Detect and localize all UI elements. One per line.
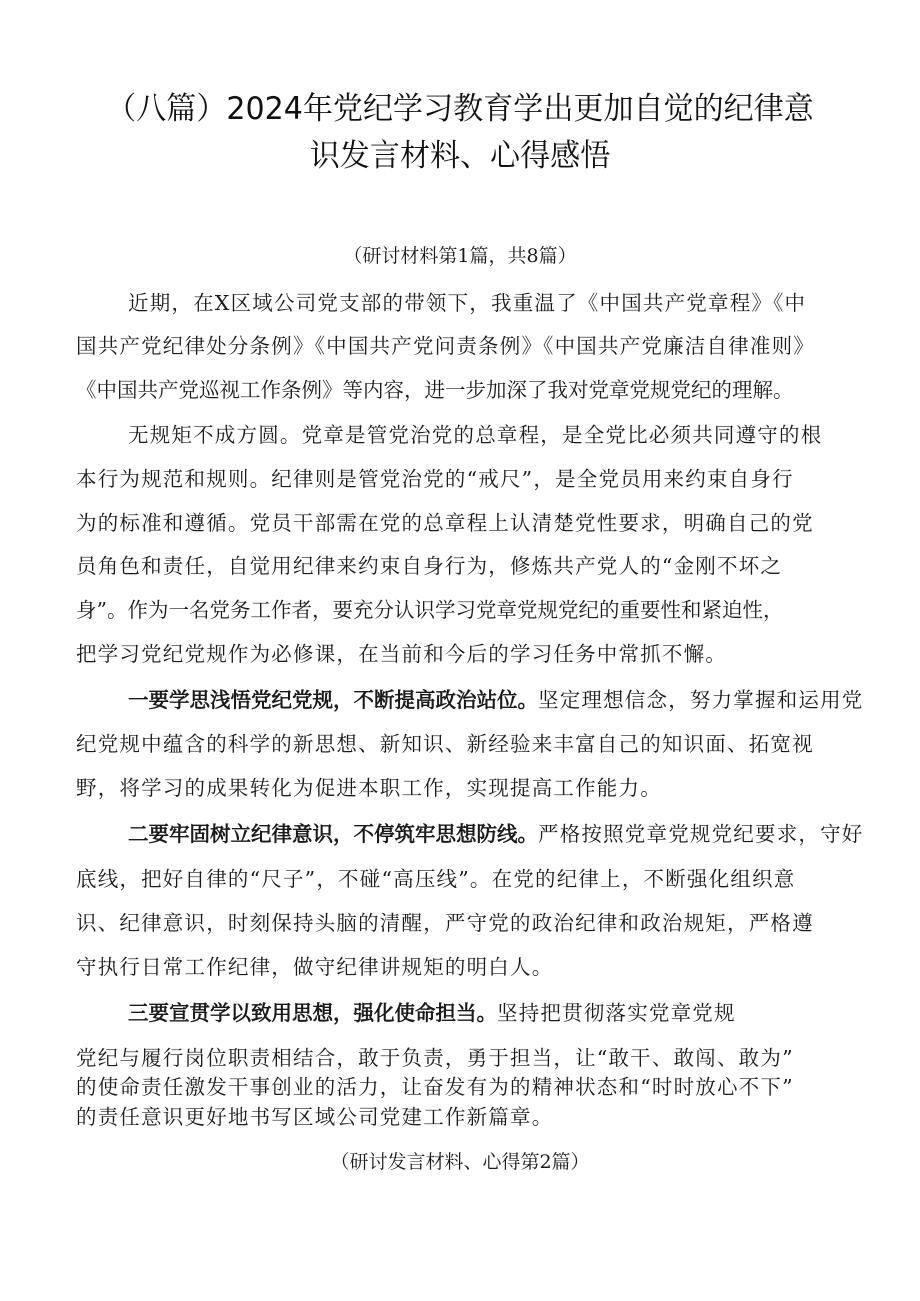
paragraph-5-line-4: 的责任意识更好地书写区域公司党建工作新篇章。 <box>76 1105 554 1129</box>
document-title-line-2: 识发言材料、心得感悟 <box>309 138 611 174</box>
paragraph-2-line-3: 为的标准和遵循。党员干部需在党的总章程上认清楚党性要求，明确自己的党 <box>76 511 814 535</box>
paragraph-1-line-1: 近期，在X区域公司党支部的带领下，我重温了《中国共产党章程》《中 <box>128 291 807 315</box>
paragraph-1-line-3: 《中国共产党巡视工作条例》等内容，进一步加深了我对党章党规党纪的理解。 <box>76 378 794 402</box>
paragraph-4-line-1 <box>128 824 864 845</box>
paragraph-2-line-2: 本行为规范和规则。纪律则是管党治党的“戒尺”，是全党员用来约束自身行 <box>76 467 794 491</box>
paragraph-2-line-1: 无规矩不成方圆。党章是管党治党的总章程，是全党比必须共同遵守的根 <box>128 423 823 447</box>
document-title-line-1: （八篇）2024年党纪学习教育学出更加自觉的纪律意 <box>106 91 814 127</box>
paragraph-5-line-1 <box>128 1003 736 1024</box>
paragraph-4-line-2: 底线，把好自律的“尺子”，不碰“高压线”。在党的纪律上，不断强化组织意 <box>76 867 796 891</box>
paragraph-3-line-1-rest: 坚定理想信念，努力掌握和运用党 <box>538 688 864 712</box>
paragraph-3-lead: 一要学思浅悟党纪党规，不断提高政治站位。 <box>128 688 538 712</box>
paragraph-3-line-3: 野，将学习的成果转化为促进本职工作，实现提高工作能力。 <box>76 776 662 800</box>
paragraph-4-line-3: 识、纪律意识，时刻保持头脑的清醒，严守党的政治纪律和政治规矩，严格遵 <box>76 911 814 935</box>
paragraph-5-lead: 三要宣贯学以致用思想，强化使命担当。 <box>128 1001 497 1025</box>
section-subheading-2: （研讨发言材料、心得第2篇） <box>330 1151 590 1173</box>
paragraph-3-line-1 <box>128 690 864 711</box>
paragraph-4-line-4: 守执行日常工作纪律，做守纪律讲规矩的明白人。 <box>76 955 554 979</box>
paragraph-5-line-1-rest: 坚持把贯彻落实党章党规 <box>497 1001 736 1025</box>
section-subheading-1: （研讨材料第1篇，共8篇） <box>343 245 577 267</box>
paragraph-2-line-4: 员角色和责任，自觉用纪律来约束自身行为，修炼共产党人的“金刚不坏之 <box>76 554 783 578</box>
paragraph-5-line-3: 的使命责任激发干事创业的活力，让奋发有为的精神状态和“时时放心不下” <box>76 1075 794 1099</box>
paragraph-2-line-5: 身”。作为一名党务工作者，要充分认识学习党章党规党纪的重要性和紧迫性， <box>76 598 784 622</box>
paragraph-5-line-2: 党纪与履行岗位职责相结合，敢于负责，勇于担当，让“敢干、敢闯、敢为” <box>76 1046 794 1070</box>
paragraph-2-line-6: 把学习党纪党规作为必修课，在当前和今后的学习任务中常抓不懈。 <box>76 642 727 666</box>
paragraph-4-lead: 二要牢固树立纪律意识，不停筑牢思想防线。 <box>128 822 538 846</box>
paragraph-1-line-2: 国共产党纪律处分条例》《中国共产党问责条例》《中国共产党廉洁自律准则》 <box>76 334 815 358</box>
paragraph-4-line-1-rest: 严格按照党章党规党纪要求，守好 <box>538 822 864 846</box>
paragraph-3-line-2: 纪党规中蕴含的科学的新思想、新知识、新经验来丰富自己的知识面、拓宽视 <box>76 732 814 756</box>
